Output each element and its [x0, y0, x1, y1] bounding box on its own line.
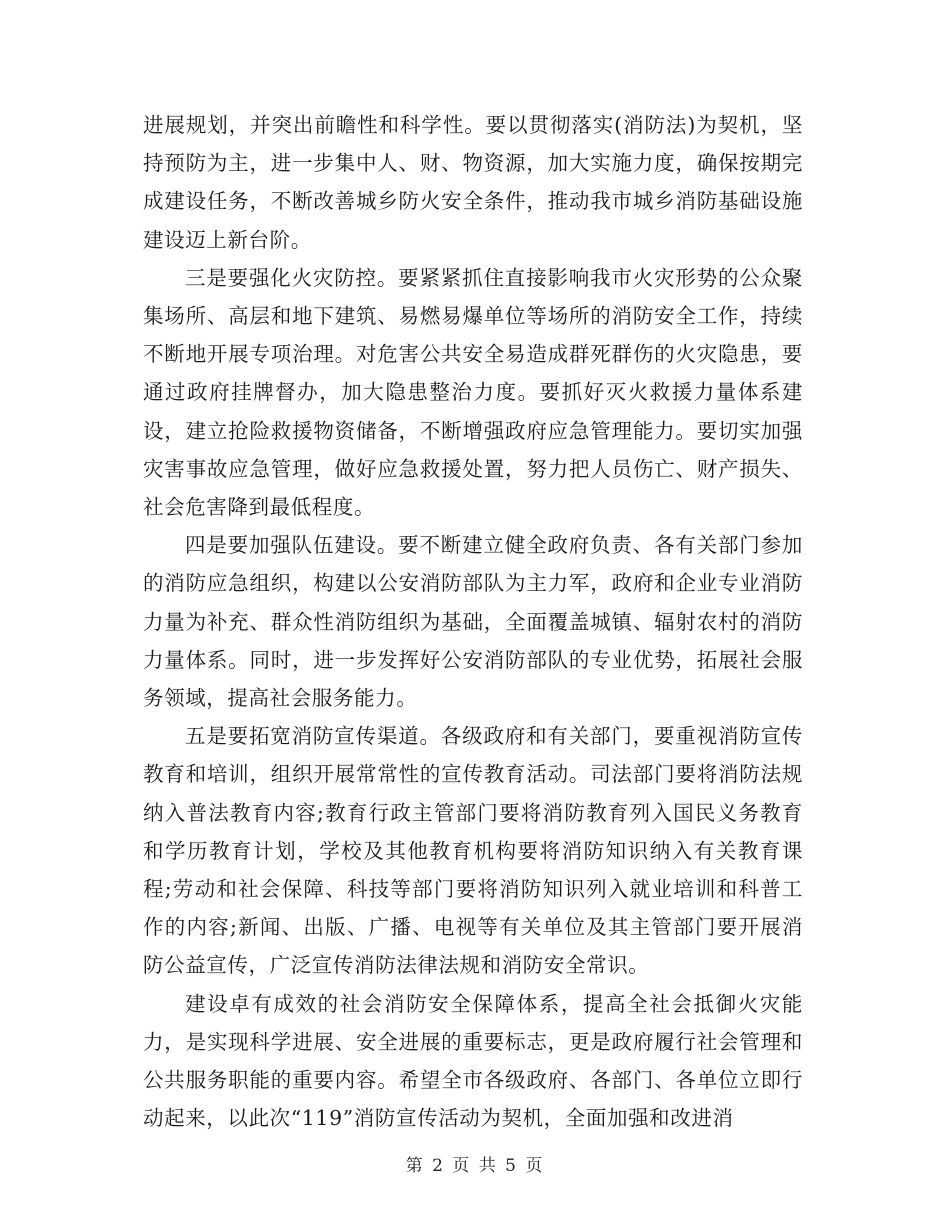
paragraph-publicity-channels: 五是要拓宽消防宣传渠道。各级政府和有关部门，要重视消防宣传教育和培训，组织开展常常性的宣传教育活动。司法部门要将消防法规纳入普法教育内容;教育行政主管部门要将消防教育列入国民义务教育和学历教育计划，学校及其他教育机构要将消防知识纳入有关教育课程;劳动和社会保障、科技等部门要将消防知识列入就业培训和科普工作的内容;新闻、出版、广播、电视等有关单位及其主管部门要开展消防公益宣传，广泛宣传消防法律法规和消防安全常识。 [143, 724, 803, 978]
paragraph-continuation: 进展规划，并突出前瞻性和科学性。要以贯彻落实(消防法)为契机，坚持预防为主，进一步集中人、财、物资源，加大实施力度，确保按期完成建设任务，不断改善城乡防火安全条件，推动我市城乡消防基础设施建设迈上新台阶。 [143, 113, 803, 252]
document-body [143, 106, 803, 1137]
paragraph-fire-prevention: 三是要强化火灾防控。要紧紧抓住直接影响我市火灾形势的公众聚集场所、高层和地下建筑、易燃易爆单位等场所的消防安全工作，持续不断地开展专项治理。对危害公共安全易造成群死群伤的火灾隐患，要通过政府挂牌督办，加大隐患整治力度。要抓好灭火救援力量体系建设，建立抢险救援物资储备，不断增强政府应急管理能力。要切实加强灾害事故应急管理，做好应急救援处置，努力把人员伤亡、财产损失、社会危害降到最低程度。 [143, 265, 803, 520]
paragraph-conclusion: 建设卓有成效的社会消防安全保障体系，提高全社会抵御火灾能力，是实现科学进展、安全进展的重要标志，更是政府履行社会管理和公共服务职能的重要内容。希望全市各级政府、各部门、各单位立即行动起来，以此次“119”消防宣传活动为契机，全面加强和改进消 [143, 991, 803, 1131]
page-number-footer: 第 2 页 共 5 页 [405, 1156, 545, 1176]
paragraph-team-building: 四是要加强队伍建设。要不断建立健全政府负责、各有关部门参加的消防应急组织，构建以公安消防部队为主力军，政府和企业专业消防力量为补充、群众性消防组织为基础，全面覆盖城镇、辐射农村的消防力量体系。同时，进一步发挥好公安消防部队的专业优势，拓展社会服务领域，提高社会服务能力。 [143, 533, 803, 711]
